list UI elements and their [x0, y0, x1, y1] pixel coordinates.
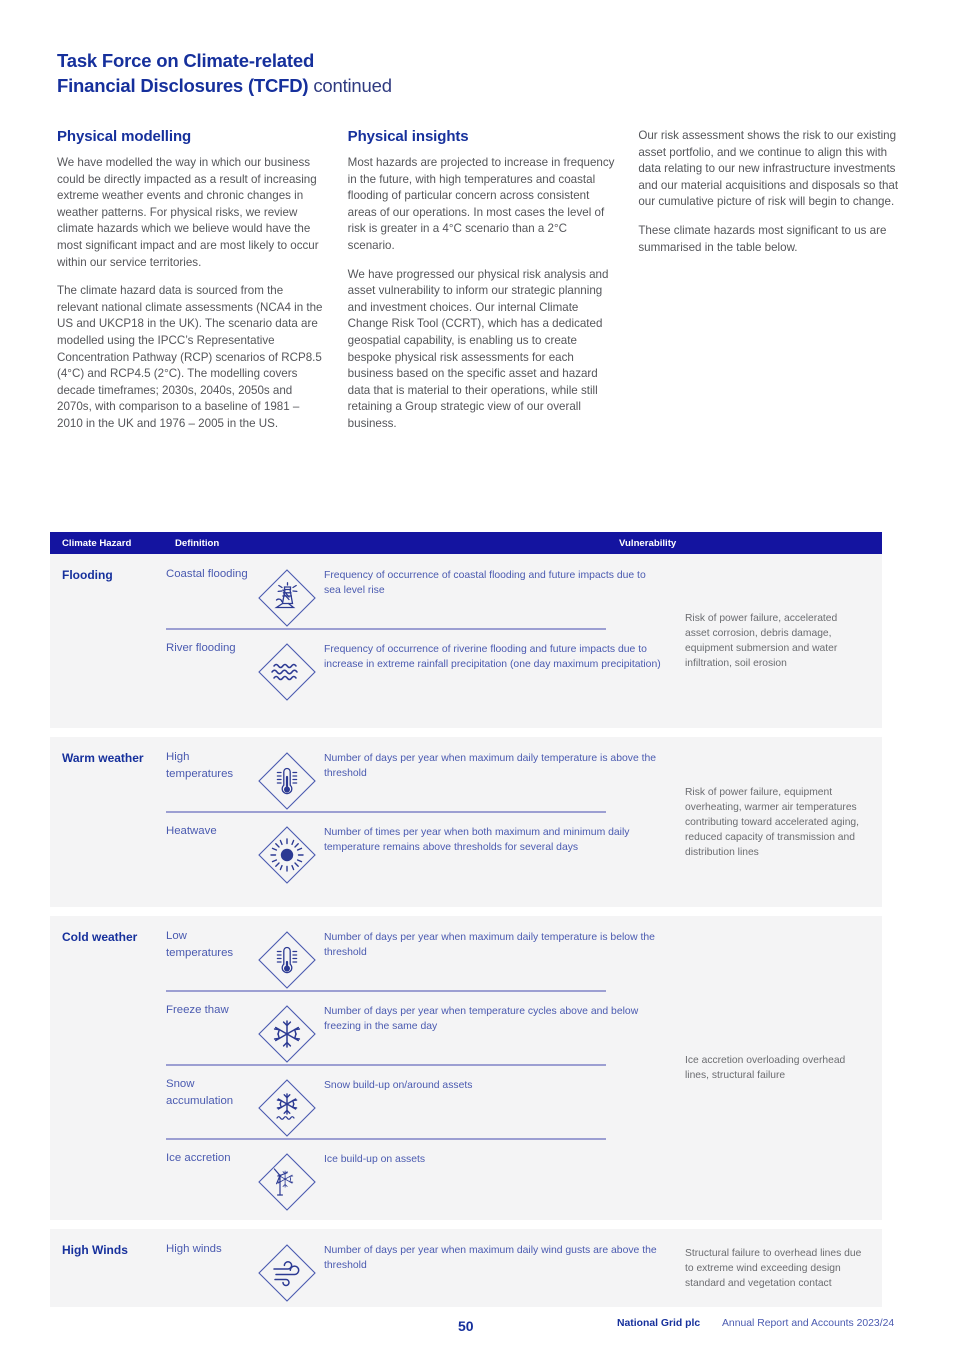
wind-icon [250, 1241, 324, 1303]
thermometer-hot-icon [250, 749, 324, 811]
definition-label: Ice accretion [166, 1152, 231, 1164]
table-row [166, 628, 676, 728]
vulnerability-text: Ice accretion overloading overhead lines, structural failure [685, 1055, 846, 1081]
page-title-continued: continued [308, 75, 392, 96]
column-header-hazard: Climate Hazard [62, 537, 132, 549]
definition-description: Number of days per year when temperature cycles above and below freezing in the same day [324, 1006, 639, 1032]
column-header-definition: Definition [175, 537, 220, 549]
definition-label: River flooding [166, 642, 236, 654]
definition-description: Number of days per year when maximum daily wind gusts are above the threshold [324, 1245, 657, 1271]
table-group-flooding [50, 554, 882, 728]
paragraph: These climate hazards most significant to us are summarised in the table below. [638, 223, 887, 254]
definition-label: Low temperatures [166, 930, 234, 959]
hazard-label: Cold weather [62, 930, 138, 944]
vulnerability-cell [676, 1229, 882, 1307]
definition-description: Ice build-up on assets [324, 1154, 426, 1165]
vulnerability-text: Structural failure to overhead lines due to extreme wind exceeding design standard and vegetation contact [685, 1247, 862, 1289]
definition-rows [166, 916, 676, 1220]
vulnerability-text: Risk of power failure, accelerated asset corrosion, debris damage, equipment submersion and water infiltration, soil erosion [685, 613, 838, 669]
turbine-ice-icon [250, 1150, 324, 1212]
definition-description: Number of days per year when maximum daily temperature is below the threshold [324, 932, 655, 958]
definition-label: Freeze thaw [166, 1004, 229, 1016]
table-group-cold-weather [50, 916, 882, 1220]
snowflake-icon [250, 1002, 324, 1064]
definition-description: Number of times per year when both maximum and minimum daily temperature remains above thresholds for several days [324, 827, 630, 853]
intro-column-risk-assessment [638, 128, 907, 433]
hazard-label: Flooding [62, 568, 113, 582]
table-row [166, 990, 676, 1064]
table-row [166, 1064, 676, 1138]
paragraph: Our risk assessment shows the risk to our existing asset portfolio, and we continue to align this with data relating to our new infrastructure investments and our material acquisitions and disposals so that our cumulative picture of risk will begin to change. [638, 129, 899, 209]
column-header-vulnerability: Vulnerability [619, 537, 677, 549]
definition-label: High temperatures [166, 751, 234, 780]
intro-columns [57, 128, 907, 433]
table-row [166, 811, 676, 907]
snow-accumulation-icon [250, 1076, 324, 1138]
hazard-label: High Winds [62, 1243, 128, 1257]
page-number: 50 [458, 1318, 474, 1334]
paragraph: We have progressed our physical risk analysis and asset vulnerability to inform our strategic planning and investment choices. Our internal Climate Change Risk Tool (CCRT), which has a dedicated geospatial capability, is enabling us to create bespoke physical risk assessments for each business based on the specific asset and hazard data that is material to their operations, while still retaining a Group strategic view of our overall business. [347, 267, 609, 430]
thermometer-cold-icon [250, 928, 324, 990]
table-group-warm-weather [50, 737, 882, 907]
table-header-row [50, 532, 882, 554]
section-heading-physical-insights: Physical insights [347, 128, 469, 145]
page-title-bold: Financial Disclosures (TCFD) [57, 75, 309, 96]
waves-icon [250, 640, 324, 702]
table-row [166, 1138, 676, 1220]
hazard-label: Warm weather [62, 751, 144, 765]
definition-label: Heatwave [166, 825, 217, 837]
definition-label: Snow accumulation [166, 1078, 234, 1107]
definition-rows [166, 737, 676, 907]
table-row [166, 554, 676, 628]
intro-column-physical-modelling [57, 128, 326, 433]
vulnerability-text: Risk of power failure, equipment overheating, warmer air temperatures contributing toward accelerated aging, reduced capacity of transmission and distribution lines [685, 786, 860, 858]
paragraph: Most hazards are projected to increase in frequency in the future, with high temperatures and coastal flooding of particular concern across consistent areas of our operations. In most cases the level of risk is greater in a 4°C scenario than a 2°C scenario. [347, 156, 615, 252]
paragraph: The climate hazard data is sourced from the relevant national climate assessments (NCA4 in the US and UKCP18 in the UK). The scenario data are modelled using the IPCC’s Representative Concentration Pathway (RCP) scenarios of RCP8.5 (4°C) and RCP4.5 (2°C). The modelling covers decade timeframes; 2030s, 2040s, 2050s and 2070s, with comparison to a baseline of 1981 – 2010 in the UK and 1976 – 2005 in the US. [57, 284, 323, 430]
section-heading-physical-modelling: Physical modelling [57, 128, 192, 145]
table-group-high-winds [50, 1229, 882, 1307]
climate-hazard-table [50, 532, 882, 1307]
footer-report-title: Annual Report and Accounts 2023/24 [722, 1318, 895, 1329]
intro-column-physical-insights [348, 128, 617, 433]
table-row [166, 916, 676, 990]
vulnerability-cell [676, 737, 882, 907]
definition-description: Snow build-up on/around assets [324, 1080, 473, 1091]
paragraph: We have modelled the way in which our business could be directly impacted as a result of increasing extreme weather events and chronic changes in weather patterns. For physical risks, we review climate hazards which we believe would have the most significant impact and are most likely to occur within our service territories. [57, 156, 319, 269]
lighthouse-icon [250, 566, 324, 628]
definition-label: High winds [166, 1243, 222, 1255]
definition-label: Coastal flooding [166, 568, 248, 580]
vulnerability-cell [676, 916, 882, 1220]
definition-description: Number of days per year when maximum daily temperature is above the threshold [324, 753, 657, 779]
definition-description: Frequency of occurrence of riverine flooding and future impacts due to increase in extreme rainfall precipitation (one day maximum precipitation) [324, 644, 661, 670]
sun-icon [250, 823, 324, 885]
vulnerability-cell [676, 554, 882, 728]
definition-rows [166, 554, 676, 728]
definition-description: Frequency of occurrence of coastal flooding and future impacts due to sea level rise [324, 570, 646, 596]
table-row [166, 737, 676, 811]
footer-brand: National Grid plc [617, 1318, 701, 1329]
table-row [166, 1229, 676, 1307]
definition-rows [166, 1229, 676, 1307]
page-title-line2 [57, 73, 577, 98]
page-title [57, 48, 577, 98]
page-title-line1: Task Force on Climate-related [57, 50, 315, 71]
